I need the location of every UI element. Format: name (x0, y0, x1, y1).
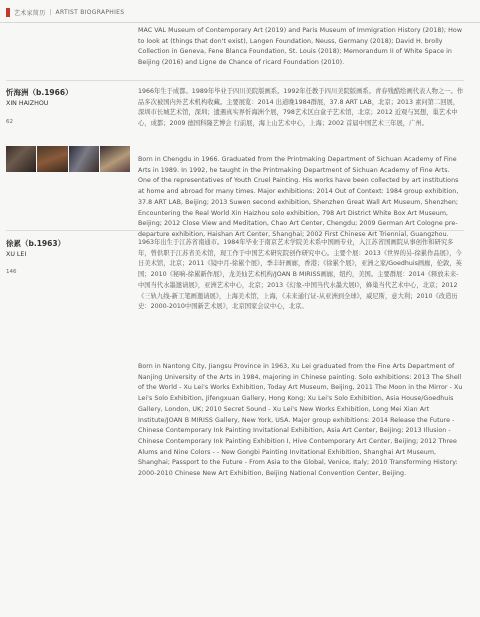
artwork-thumbnail (100, 146, 130, 172)
section-divider (6, 80, 464, 81)
artist-page-number: 62 (6, 119, 13, 125)
header-separator: | (49, 8, 52, 16)
artist-bio-cn: 1966年生于成都。1989年毕业于四川美院版画系。1992年任教于四川美院版画系。青春残酷绘画代表人物之一。作品多次被国内外艺术机构收藏。主要展览：2014 出道晚1984群展，37.8 ART LAB，北京；2013 素问第二回展，深圳市长城艺术馆，深圳；遗遇真实界忻海洲个展，798艺术区白盒子艺术馆，北京；2012 近观与冥想，巢艺术中心，成都；2009 德国科隆艺博会 行前展，海上山艺术中心，上海；2002 首届中国艺术三年展，广州。 (138, 88, 464, 128)
section-marker (6, 8, 10, 17)
artwork-thumbnail (37, 146, 67, 172)
artist-name-en: XIN HAIZHOU (6, 100, 49, 107)
artist-bio-cn: 1963年出生于江苏省南通市。1984年毕业于南京艺术学院美术系中国画专业，入江苏省国画院从事创作和研究多年，曾供职于江苏省美术馆，现工作于中国艺术研究院创作研究中心。主要个展：2013《世界的另-徐累作品展》，今日美术馆，北京；2011《镜中月-徐累个展》，季丰轩画廊，香港；《徐累个展》，亚洲之家/Goedhuis画廊，伦敦，英国；2010《秘响-徐累新作展》，龙美仙艺术机构/JOAN B MIRISS画廊，纽约，美国。主要群展：2014《释放未来-中国当代水墨邀请展》，亚洲艺术中心，北京；2013《幻象-中国当代水墨大展Ⅰ》，蜂巢当代艺术中心，北京；2012《三轨九线-新工笔画邀请展》，上海美术馆，上海，《未来通行证-从亚洲到全球》，威尼斯，意大利；2010《改造历史：2000-2010中国新艺术展》，北京国家会议中心，北京。 (138, 239, 462, 311)
artwork-thumbnail (69, 146, 99, 172)
page-header (6, 7, 124, 17)
section-divider (6, 230, 464, 231)
intro-paragraph: MAC VAL Museum of Contemporary Art (2019) and Paris Museum of Immigration History (2018); How to look at (things that don't exist), Langen Foundation, Neuss, Germany (2018); David H. brolly Collection in Geneva, Fene Blanca Foundation, St. Louis (2018); Memorandum II of White Space in Beijing (2016) and Ligne de Chance of ricard Foundation (2010). (138, 27, 463, 67)
artist-name-cn: 忻海洲（b.1966） (6, 88, 73, 97)
artist-page-number: 146 (6, 269, 17, 275)
category-cn: 艺术家简历 (14, 9, 46, 17)
artist-name-cn: 徐累（b.1963） (6, 239, 66, 248)
artwork-thumbnails (6, 146, 130, 172)
artist-bio-en: Born in Nantong City, Jiangsu Province in 1963, Xu Lei graduated from the Fine Arts Department of Nanjing University of the Arts in 1984, majoring in Chinese painting. Solo exhibitions: 2013 The Shell of the World - Xu Lei's Works Exhibition, Today Art Museum, Beijing, 2011 The Moon in the Mirror - Xu Lei's Solo Exhibition, Jifengxuan Gallery, Hong Kong; Xu Lei's Solo Exhibition, Asia House/Goedhuis Gallery, London, UK; 2010 Secret Sound - Xu Lei's New Works Exhibition, Long Mei Xian Art Institute/JOAN B MIRISS Gallery, New York, USA. Major group exhibitions: 2014 Release the Future - Chinese Contemporary Ink Painting Invitational Exhibition, Asia Art Center, Beijing; 2013 Illusion - Chinese Contemporary Ink Painting Exhibition I, Hive Contemporary Art Center, Beijing; 2012 Three Alums and Nine Colors - - New Gongbi Painting Invitational Exhibition, Shanghai Art Museum, Shanghai; Passport to the Future - From Asia to the Global, Venice, Italy; 2010 Transforming History: 2000-2010 Chinese New Art Exhibition, Beijing National Convention Center, Beijing. (138, 363, 463, 478)
artist-bio-en: Born in Chengdu in 1966. Graduated from the Printmaking Department of Sichuan Academy of Fine Arts in 1989. In 1992, he taught in the Printmaking Department of Sichuan Academy of Fine Arts. One of the representatives of Youth Cruel Painting. His works have been collected by art institutions at home and abroad for many times. Major exhibitions: 2014 Out of Context: 1984 group exhibition, 37.8 ART LAB, Beijing; 2013 Suwen second exhibition, Shenzhen Great Wall Art Museum, Shenzhen; Encountering the Real World Xin Haizhou solo exhibition, 798 Art District White Box Art Museum, Beijing; 2012 Close View and Meditation, Chao Art Center, Chengdu; 2009 German Art Cologne pre-departure exhibition, Haishan Art Center, Shanghai; 2002 First Chinese Art Triennial, Guangzhou. (138, 156, 459, 238)
artwork-thumbnail (6, 146, 36, 172)
artist-name-en: XU LEI (6, 251, 27, 258)
header-rule (0, 22, 480, 23)
category-en: ARTIST BIOGRAPHIES (55, 8, 125, 16)
